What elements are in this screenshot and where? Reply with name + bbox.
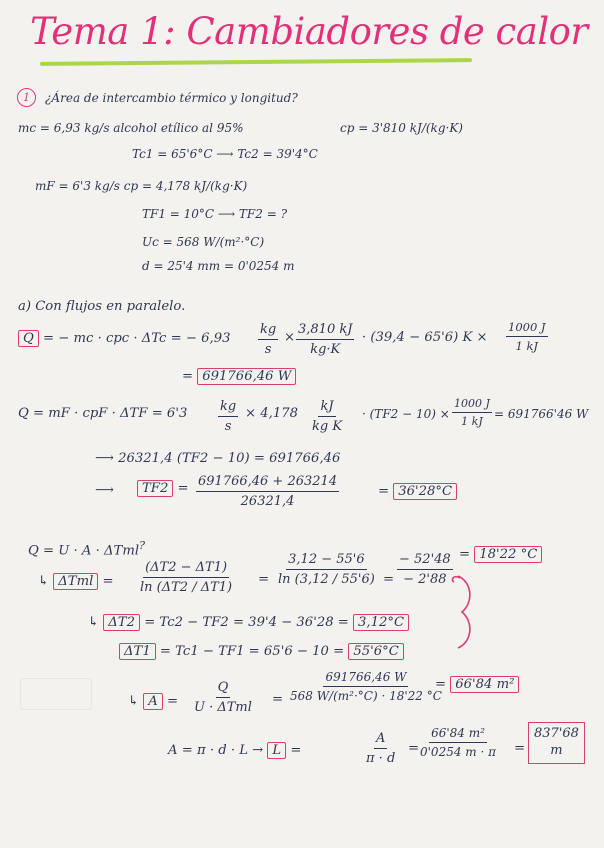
length-fraction-2 — [420, 726, 496, 759]
length-fraction-2-den: 0'0254 m · π — [420, 745, 496, 759]
page-title: Tema 1: Cambiadores de calor — [30, 10, 588, 53]
q-hot-frac-3-den: 1 kJ — [515, 339, 539, 353]
tf2-step: ⟶ 26321,4 (TF2 − 10) = 691766,46 — [95, 451, 341, 466]
q-hot-equation — [18, 330, 230, 347]
q-hot-frac-3 — [506, 320, 548, 353]
title-underline — [40, 58, 472, 66]
q-ua-text: Q = U · A · ΔTml — [28, 543, 140, 559]
length-equation: A = π · d · L → — [168, 743, 264, 758]
hot-temperatures: Tc1 = 65'6°C ⟶ Tc2 = 39'4°C — [132, 147, 318, 161]
tf2-result-line: = 36'28°C — [378, 483, 457, 500]
q-hot-frac-2-num: 3,810 kJ — [296, 322, 354, 340]
cold-temperatures: TF1 = 10°C ⟶ TF2 = ? — [142, 207, 288, 221]
q-cold-frac-2-den: kg K — [312, 419, 343, 434]
q-hot-frac-3-num: 1000 J — [506, 320, 548, 337]
lmtd-fraction-2 — [278, 552, 375, 587]
q-hot-times: × — [284, 330, 296, 345]
cold-flow-data: mF = 6'3 kg/s cp = 4,178 kJ/(kg·K) — [35, 179, 248, 193]
area-fraction-2-den: 568 W/(m²·°C) · 18'22 °C — [290, 689, 442, 703]
area-result: 66'84 m² — [450, 676, 519, 693]
length-fraction-2-num: 66'84 m² — [429, 726, 487, 743]
dt1-line — [119, 643, 404, 660]
area-result-line: = 66'84 m² — [435, 676, 519, 693]
diameter-value: d = 25'4 mm = 0'0254 m — [142, 259, 295, 273]
length-eq-2: = — [514, 741, 526, 756]
dt1-result: 55'6°C — [348, 643, 403, 660]
q-hot-frac-2 — [296, 322, 354, 357]
q-cold-frac-3-num: 1000 J — [452, 397, 492, 413]
tf2-numerator: 691766,46 + 263214 — [196, 474, 339, 492]
tf2-fraction — [196, 474, 339, 509]
area-fraction-1-num: Q — [216, 680, 231, 698]
tf2-line — [137, 480, 189, 497]
q-hot-frac-1-den: s — [264, 342, 272, 357]
bracket-mark — [440, 572, 480, 652]
length-result — [528, 722, 585, 764]
q-hot-delta-t: · (39,4 − 65'6) K × — [362, 330, 488, 345]
q-cold-frac-1 — [218, 399, 238, 434]
dt2-result: 3,12°C — [353, 614, 409, 631]
length-label: L — [267, 742, 286, 759]
problem-number: 1 — [17, 88, 36, 107]
tf2-label: TF2 — [137, 480, 173, 497]
dt1-label: ΔT1 — [119, 643, 156, 660]
lmtd-eq-1: = — [258, 572, 270, 587]
lmtd-fraction-3-den: − 2'88 — [403, 572, 447, 587]
dt2-line — [88, 614, 409, 631]
lmtd-fraction-2-den: ln (3,12 / 55'6) — [278, 572, 375, 587]
length-line: A = π · d · L → L = — [168, 743, 302, 758]
tf2-arrow: ⟶ — [95, 483, 114, 498]
length-eq: = — [408, 741, 420, 756]
q-hot-frac-1 — [258, 322, 278, 357]
area-fraction-1 — [194, 680, 252, 715]
lmtd-label: ΔTml — [53, 573, 98, 590]
lmtd-fraction-1-den: ln (ΔT2 / ΔT1) — [140, 580, 233, 595]
dt2-equation: = Tc2 − TF2 = 39'4 − 36'28 = — [144, 615, 349, 630]
q-ua-equation — [28, 540, 145, 558]
lmtd-eq-2: = — [383, 572, 395, 587]
q-result: 691766,46 W — [197, 368, 296, 385]
q-ua-mark: ? — [139, 539, 145, 552]
q-cold-frac-1-num: kg — [218, 399, 238, 417]
length-fraction-1-den: π · d — [366, 751, 396, 766]
lmtd-arrow: ↳ — [38, 574, 50, 589]
q-cold-frac-1-den: s — [224, 419, 232, 434]
tf2-result: 36'28°C — [393, 483, 457, 500]
area-line: ↳ A = — [128, 694, 179, 709]
lmtd-line: ↳ ΔTml = — [38, 574, 114, 589]
area-arrow: ↳ — [128, 694, 140, 709]
lmtd-result-line: = 18'22 °C — [459, 546, 542, 563]
part-a-heading: a) Con flujos en paralelo. — [18, 299, 186, 314]
length-result-value: 837'68 — [534, 726, 579, 741]
q-cold-times: × 4,178 — [245, 406, 298, 421]
hot-cp: cp = 3'810 kJ/(kg·K) — [340, 121, 463, 135]
lmtd-fraction-2-num: 3,12 − 55'6 — [286, 552, 367, 570]
q-cold-frac-2 — [312, 399, 342, 434]
area-eq: = — [272, 692, 284, 707]
uc-value: Uc = 568 W/(m²·°C) — [142, 235, 265, 249]
q-hot-frac-1-num: kg — [258, 322, 278, 340]
dt2-label: ΔT2 — [103, 614, 140, 631]
q-cold-frac-3 — [452, 397, 492, 428]
q-cold-result: = 691766'46 W — [494, 407, 589, 421]
lmtd-result: 18'22 °C — [474, 546, 542, 563]
lmtd-fraction-1 — [140, 560, 232, 595]
q-cold-frac-3-den: 1 kJ — [461, 415, 483, 428]
area-fraction-2-num: 691766,46 W — [323, 670, 408, 687]
length-result-unit: m — [550, 742, 563, 758]
faint-mark — [20, 678, 92, 710]
length-fraction-1 — [366, 731, 395, 766]
area-fraction-2 — [290, 670, 442, 703]
lmtd-fraction-1-num: (ΔT2 − ΔT1) — [143, 560, 229, 578]
problem-question: ¿Área de intercambio térmico y longitud? — [45, 91, 298, 105]
q-cold-frac-2-num: kJ — [318, 399, 335, 417]
q-result-line: = 691766,46 W — [182, 368, 296, 385]
hot-flow-data: mc = 6,93 kg/s alcohol etílico al 95% — [18, 121, 244, 135]
area-fraction-1-den: U · ΔTml — [194, 700, 252, 715]
q-cold-lhs: Q = mF · cpF · ΔTF = 6'3 — [18, 406, 188, 421]
lmtd-fraction-3-num: − 52'48 — [397, 552, 453, 570]
tf2-denominator: 26321,4 — [240, 494, 295, 509]
q-label: Q — [18, 330, 39, 347]
area-label: A — [143, 693, 163, 710]
dt1-equation: = Tc1 − TF1 = 65'6 − 10 = — [159, 644, 345, 659]
length-fraction-1-num: A — [374, 731, 387, 749]
dt2-arrow: ↳ — [88, 615, 100, 630]
tf2-equals: = — [177, 481, 189, 496]
q-hot-frac-2-den: kg·K — [310, 342, 341, 357]
q-cold-delta-t: · (TF2 − 10) × — [362, 407, 450, 421]
q-hot-lhs: = − mc · cpc · ΔTc = − 6,93 — [43, 331, 231, 346]
